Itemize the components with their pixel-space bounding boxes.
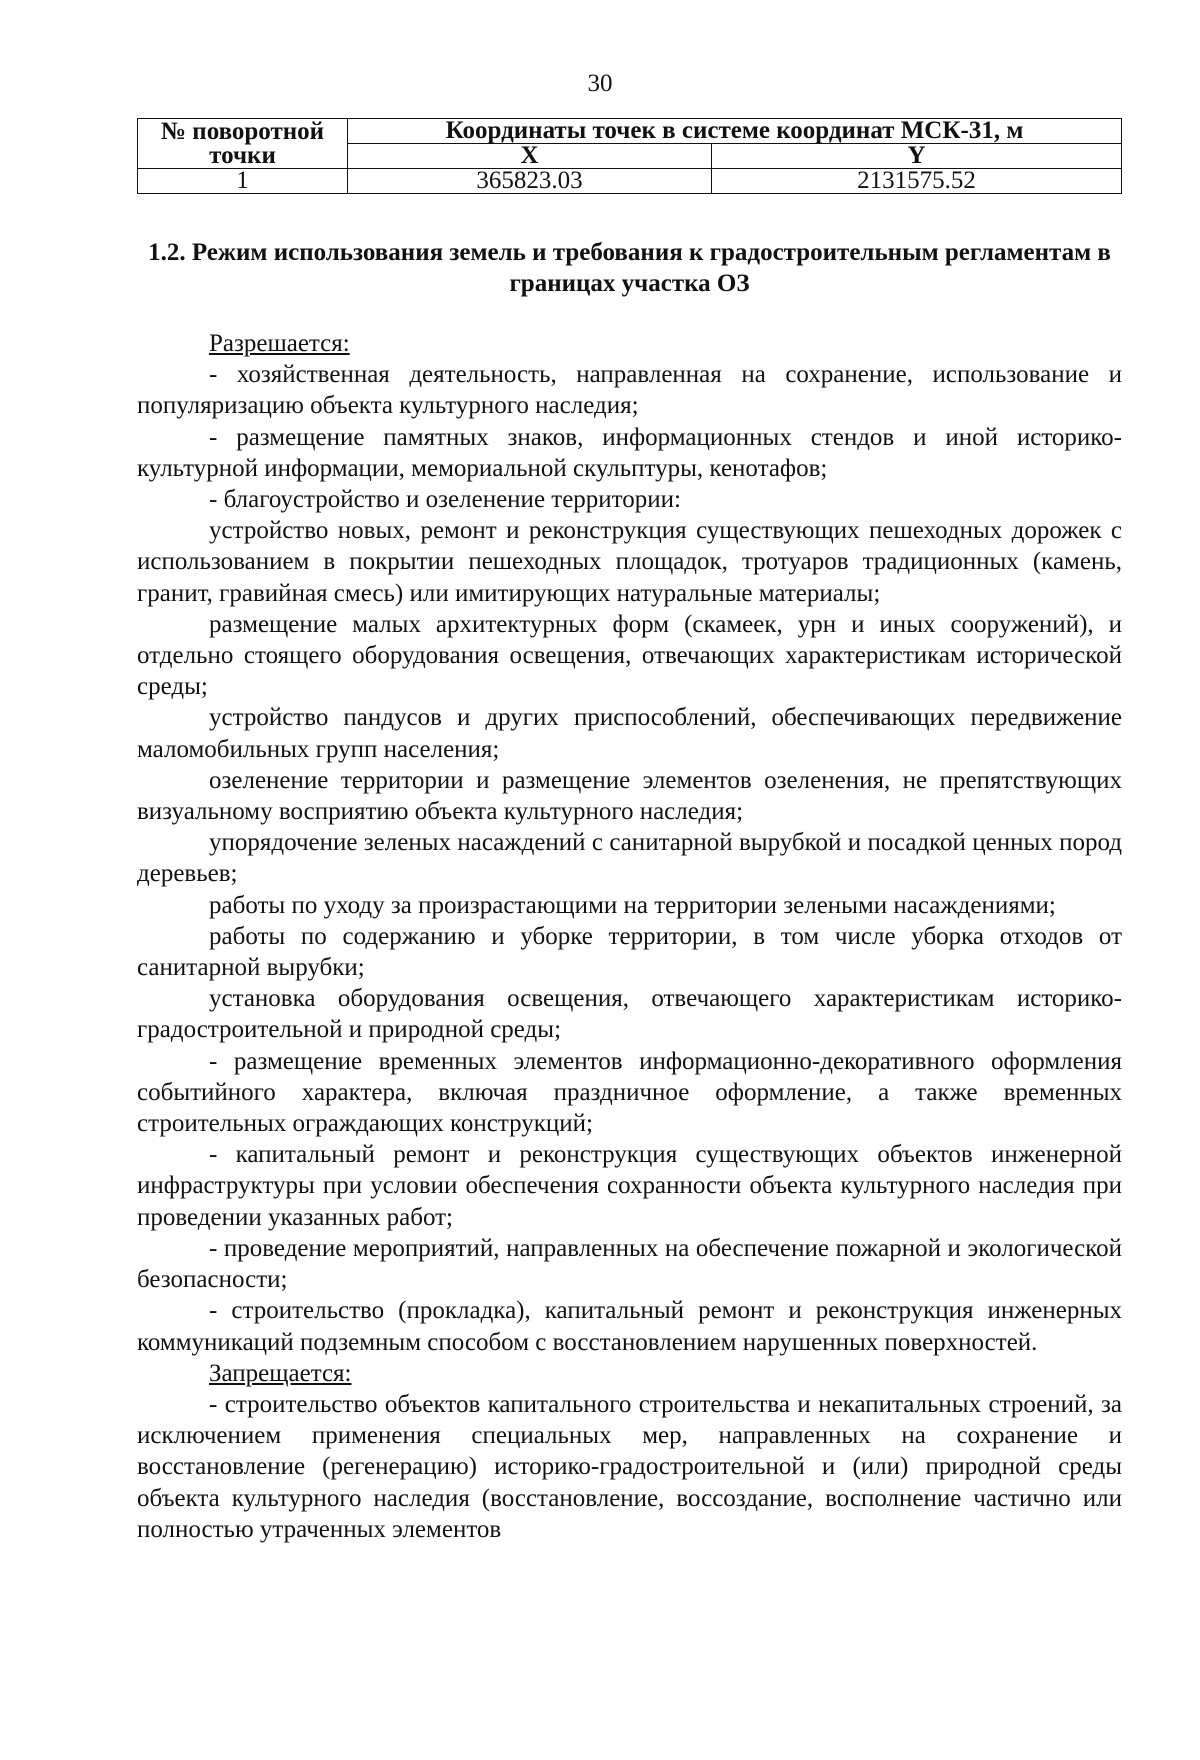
paragraph: - хозяйственная деятельность, направленная на сохранение, использование и популяризацию объекта культурного наследия; xyxy=(137,361,1122,420)
paragraph: - размещение памятных знаков, информационных стендов и иной историко-культурной информации, мемориальной скульптуры, кенотафов; xyxy=(137,423,1122,482)
paragraph: - строительство объектов капитального строительства и некапитальных строений, за исключением применения специальных мер, направленных на сохранение и восстановление (регенерацию) историко-градостроительной и (или) природной среды объекта культурного наследия (восстановление, воссоздание, восполнение частично или полностью утраченных элементов xyxy=(137,1390,1122,1543)
paragraph: упорядочение зеленых насаждений с санитарной вырубкой и посадкой ценных пород деревьев; xyxy=(137,829,1122,888)
header-coordinates: Координаты точек в системе координат МСК-31, м xyxy=(348,119,1122,144)
paragraph: работы по содержанию и уборке территории, в том числе уборка отходов от санитарной вырубки; xyxy=(137,922,1122,982)
section-title: 1.2. Режим использования земель и требования к градостроительным регламентам в границах участка ОЗ xyxy=(148,239,1111,297)
cell-y: 2131575.52 xyxy=(712,169,1122,194)
paragraph: озеленение территории и размещение элементов озеленения, не препятствующих визуальному восприятию объекта культурного наследия; xyxy=(137,766,1122,826)
paragraph: - размещение временных элементов информационно-декоративного оформления событийного характера, включая праздничное оформление, а также временных строительных ограждающих конструкций; xyxy=(137,1047,1122,1138)
paragraph: устройство пандусов и других приспособлений, обеспечивающих передвижение маломобильных групп населения; xyxy=(137,704,1122,763)
section-subheading: Разрешается: xyxy=(209,330,350,357)
page-number: 30 xyxy=(587,70,613,97)
paragraph: установка оборудования освещения, отвечающего характеристикам историко-градостроительной и природной среды; xyxy=(137,985,1122,1044)
cell-x: 365823.03 xyxy=(348,169,712,194)
paragraph: - благоустройство и озеленение территории: xyxy=(209,486,681,514)
document-body xyxy=(137,328,1122,1545)
paragraph: устройство новых, ремонт и реконструкция существующих пешеходных дорожек с использованием в покрытии пешеходных площадок, тротуаров традиционных (камень, гранит, гравийная смесь) или имитирующих натуральные материалы; xyxy=(137,517,1122,607)
paragraph: - капитальный ремонт и реконструкция существующих объектов инженерной инфраструктуры при условии обеспечения сохранности объекта культурного наследия при проведении указанных работ; xyxy=(137,1141,1122,1231)
table-header-row xyxy=(138,119,1122,144)
paragraph: - проведение мероприятий, направленных на обеспечение пожарной и экологической безопасности; xyxy=(137,1234,1122,1294)
header-y: Y xyxy=(712,144,1122,169)
paragraph: размещение малых архитектурных форм (скамеек, урн и иных сооружений), и отдельно стоящего оборудования освещения, отвечающих характеристикам исторической среды; xyxy=(137,610,1122,701)
table-row xyxy=(138,169,1122,194)
paragraph: работы по уходу за произрастающими на территории зелеными насаждениями; xyxy=(209,891,1056,919)
header-point-number: № поворотной точки xyxy=(138,119,348,169)
header-x: X xyxy=(348,144,712,169)
coordinates-table xyxy=(137,118,1122,194)
section-subheading: Запрещается: xyxy=(209,1359,352,1387)
cell-point: 1 xyxy=(138,169,348,194)
paragraph: - строительство (прокладка), капитальный ремонт и реконструкция инженерных коммуникаций подземным способом с восстановлением нарушенных поверхностей. xyxy=(137,1297,1122,1356)
